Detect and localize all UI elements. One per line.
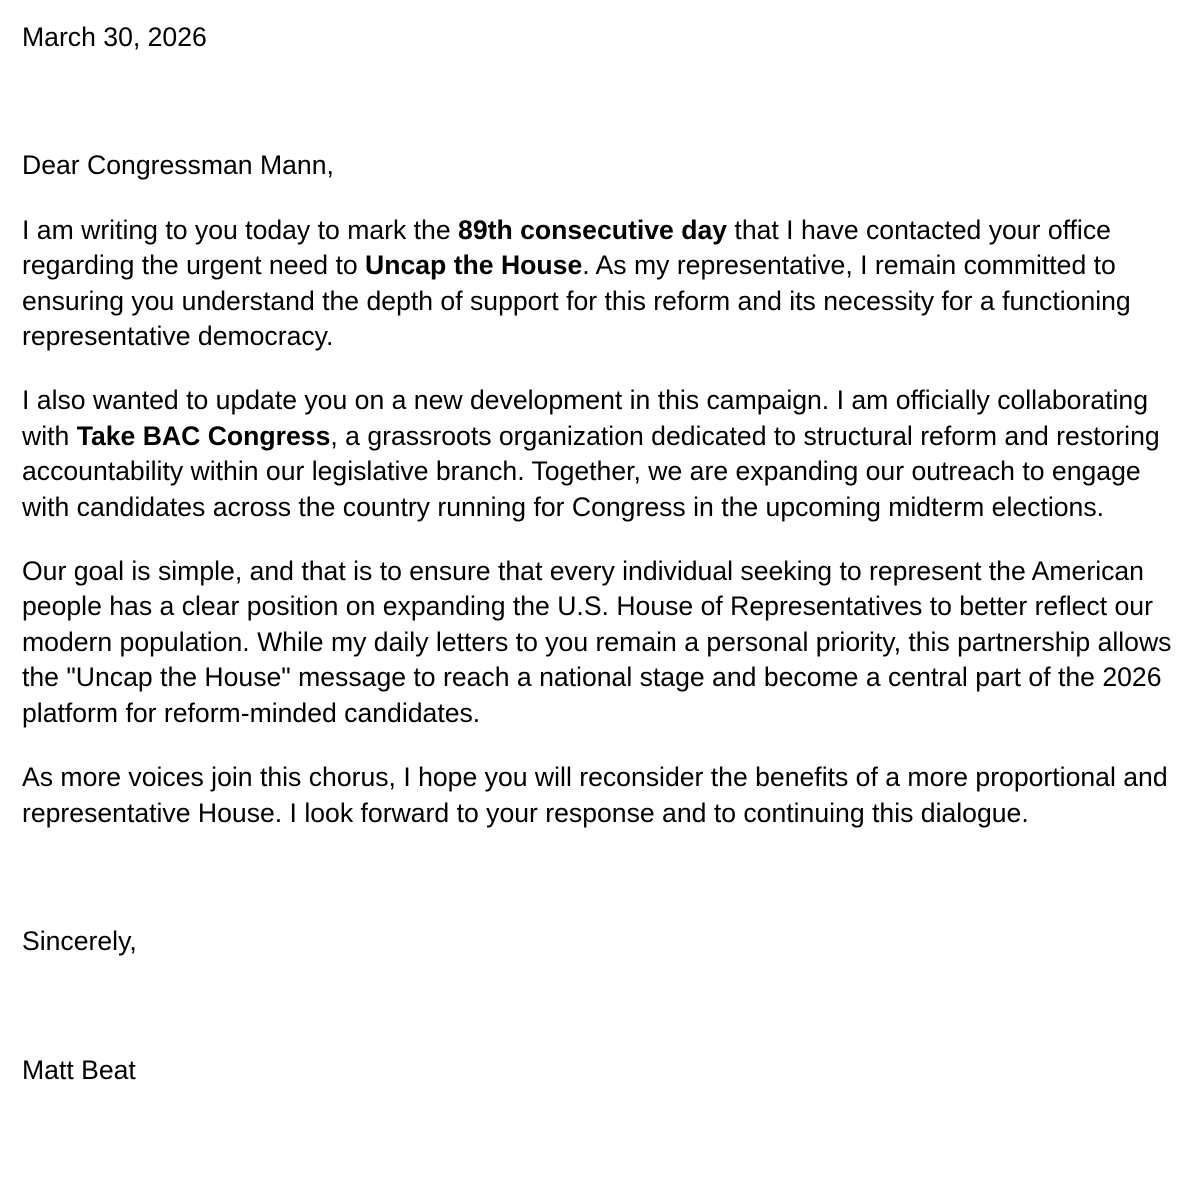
paragraph-3: Our goal is simple, and that is to ensure that every individual seeking to represent the American people has a clear position on expanding the U.S. House of Representatives to better reflect our modern population. While my daily letters to you remain a personal priority, this partnership allows the "Uncap the House" message to reach a national stage and become a central part of the 2026 platform for reform-minded candidates. <box>22 556 1172 728</box>
paragraph-2-text-a: I also wanted to update you on a new development in this campaign. I am officially collaborating with <box>22 385 1148 451</box>
paragraph-4: As more voices join this chorus, I hope you will reconsider the benefits of a more proportional and representative House. I look forward to your response and to continuing this dialogue. <box>22 762 1168 828</box>
paragraph-1-text-c: that I have contacted your office regarding the urgent need to <box>22 214 1111 281</box>
signature-name: Matt Beat <box>22 1055 136 1086</box>
salutation: Dear Congressman Mann, <box>22 150 334 181</box>
paragraph-1-text-d: . As my representative, I remain committed to ensuring you understand the depth of support for this reform and its necessity for a functioning representative democracy. <box>22 250 1131 352</box>
letter-body <box>22 20 1182 1089</box>
paragraph-1-bold-days: 89th consecutive day <box>458 214 728 245</box>
paragraph-1 <box>22 213 1182 355</box>
closing: Sincerely, <box>22 925 137 956</box>
paragraph-2-bold-org: Take BAC Congress <box>76 420 331 451</box>
letter-date: March 30, 2026 <box>22 22 207 52</box>
paragraph-1-text-a: I am writing to you today to mark the <box>22 214 459 245</box>
paragraph-1-bold-uncap: Uncap the House <box>365 250 583 281</box>
paragraph-2 <box>22 383 1182 525</box>
paragraph-2-text-c: , a grassroots organization dedicated to structural reform and restoring accountability within our legislative branch. Together, we are expanding our outreach to engage with candidates across the country running for Congress in the upcoming midterm elections. <box>22 420 1160 522</box>
